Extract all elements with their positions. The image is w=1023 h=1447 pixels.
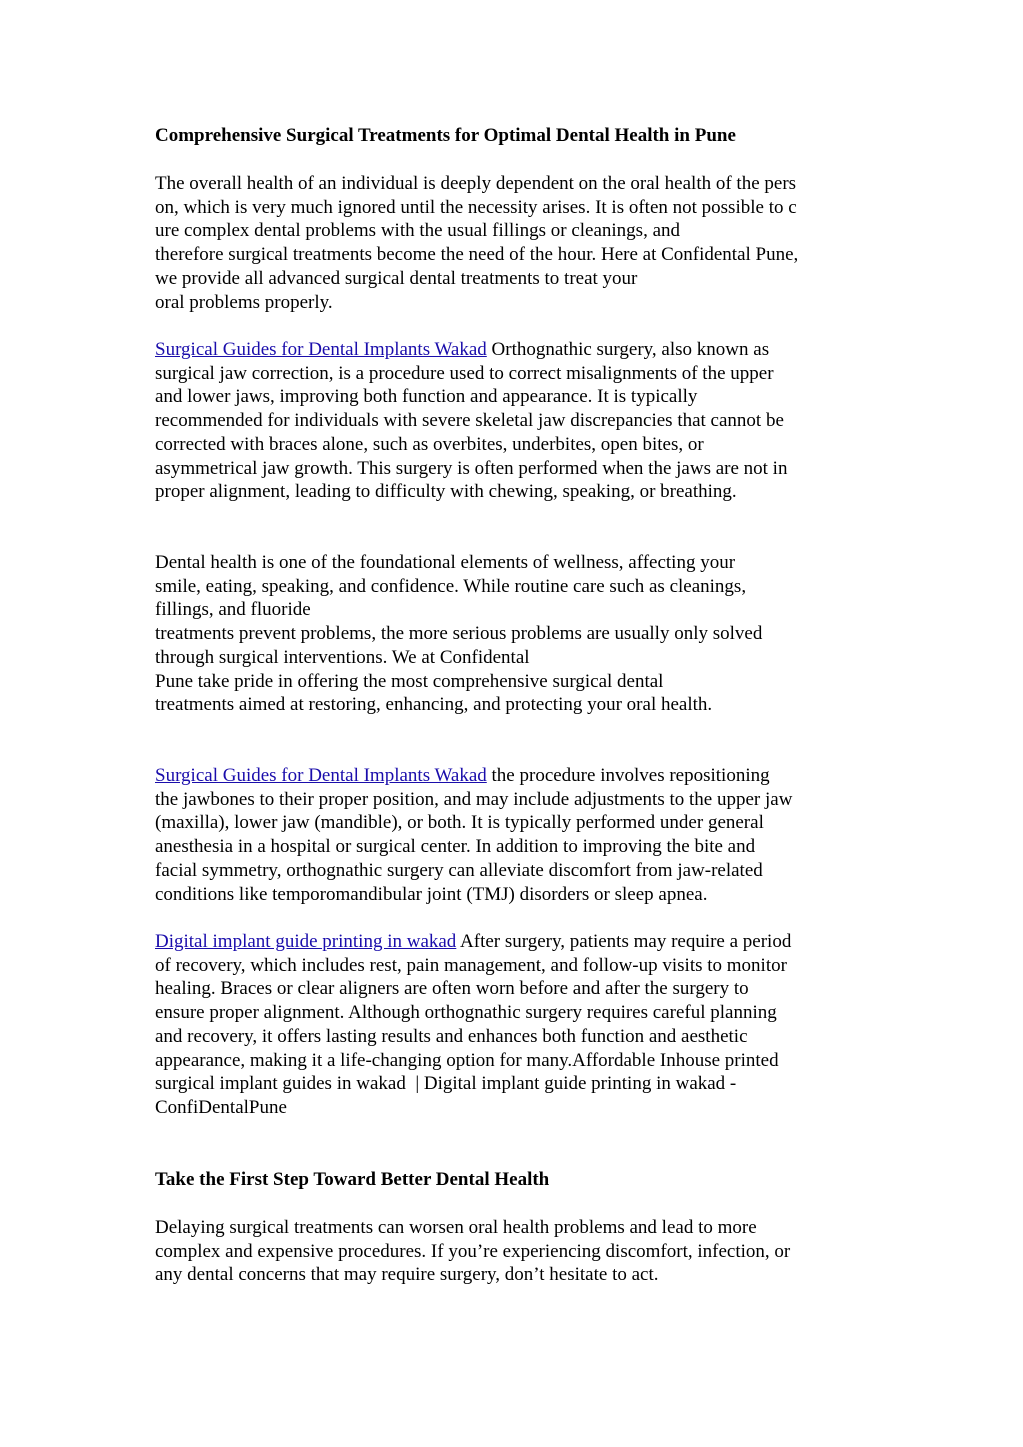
paragraph-line: corrected with braces alone, such as overbites, underbites, open bites, or xyxy=(155,433,704,455)
closing-paragraph xyxy=(155,1216,895,1287)
paragraph-line: Pune take pride in offering the most comprehensive surgical dental xyxy=(155,670,664,692)
paragraph-line: complex and expensive procedures. If you’re experiencing discomfort, infection, or xyxy=(155,1240,791,1262)
orthognathic-paragraph xyxy=(155,338,895,504)
paragraph-line: treatments prevent problems, the more serious problems are usually only solved xyxy=(155,623,763,645)
paragraph-line: asymmetrical jaw growth. This surgery is often performed when the jaws are not in xyxy=(155,457,788,479)
paragraph-line: (maxilla), lower jaw (mandible), or both. It is typically performed under general xyxy=(155,812,764,834)
paragraph-line: ensure proper alignment. Although orthognathic surgery requires careful planning xyxy=(155,1002,777,1024)
paragraph-line: fillings, and fluoride xyxy=(155,599,311,621)
paragraph-line: ure complex dental problems with the usual fillings or cleanings, and xyxy=(155,220,681,242)
paragraph-line: smile, eating, speaking, and confidence. While routine care such as cleanings, xyxy=(155,575,747,597)
paragraph-line: healing. Braces or clear aligners are often worn before and after the surgery to xyxy=(155,978,749,1000)
paragraph-line: therefore surgical treatments become the need of the hour. Here at Confidental Pune, xyxy=(155,244,799,266)
section-heading xyxy=(155,1168,895,1192)
section-heading-text: Take the First Step Toward Better Dental Health xyxy=(155,1169,550,1190)
paragraph-line: The overall health of an individual is deeply dependent on the oral health of the pers xyxy=(155,173,797,194)
surgical-guides-link[interactable]: Surgical Guides for Dental Implants Wakad xyxy=(155,765,487,786)
paragraph-line xyxy=(155,930,895,954)
dental-health-paragraph xyxy=(155,551,895,717)
paragraph-line: appearance, making it a life-changing option for many.Affordable Inhouse printed xyxy=(155,1049,779,1071)
paragraph-line: surgical jaw correction, is a procedure used to correct misalignments of the upper xyxy=(155,362,774,384)
digital-implant-guide-link[interactable]: Digital implant guide printing in wakad xyxy=(155,931,457,952)
paragraph-line: and recovery, it offers lasting results and enhances both function and aesthetic xyxy=(155,1025,748,1047)
paragraph-line xyxy=(155,764,895,788)
paragraph-line: anesthesia in a hospital or surgical center. In addition to improving the bite and xyxy=(155,836,756,858)
page-title xyxy=(155,124,895,148)
paragraph-text: Orthognathic surgery, also known as xyxy=(486,339,770,360)
paragraph-line: surgical implant guides in wakad | Digital implant guide printing in wakad - xyxy=(155,1073,737,1095)
page-title-text: Comprehensive Surgical Treatments for Optimal Dental Health in Pune xyxy=(155,125,736,146)
recovery-paragraph xyxy=(155,930,895,1120)
paragraph-line: conditions like temporomandibular joint (TMJ) disorders or sleep apnea. xyxy=(155,883,708,905)
paragraph-line: ConfiDentalPune xyxy=(155,1096,287,1118)
paragraph-line: recommended for individuals with severe skeletal jaw discrepancies that cannot be xyxy=(155,410,784,432)
paragraph-line: of recovery, which includes rest, pain management, and follow-up visits to monitor xyxy=(155,954,787,976)
intro-paragraph xyxy=(155,172,895,314)
paragraph-text: After surgery, patients may require a period xyxy=(456,931,792,952)
procedure-paragraph xyxy=(155,764,895,906)
paragraph-line: on, which is very much ignored until the necessity arises. It is often not possible to c xyxy=(155,196,797,218)
paragraph-line: and lower jaws, improving both function and appearance. It is typically xyxy=(155,386,698,408)
paragraph-line xyxy=(155,338,895,362)
surgical-guides-link[interactable]: Surgical Guides for Dental Implants Wakad xyxy=(155,339,487,360)
paragraph-text: the procedure involves repositioning xyxy=(486,765,770,786)
paragraph-line: treatments aimed at restoring, enhancing, and protecting your oral health. xyxy=(155,694,713,716)
paragraph-line: Delaying surgical treatments can worsen oral health problems and lead to more xyxy=(155,1217,757,1238)
paragraph-line: through surgical interventions. We at Confidental xyxy=(155,646,530,668)
paragraph-line: proper alignment, leading to difficulty with chewing, speaking, or breathing. xyxy=(155,481,737,503)
paragraph-line: facial symmetry, orthognathic surgery can alleviate discomfort from jaw-related xyxy=(155,859,763,881)
paragraph-line: we provide all advanced surgical dental treatments to treat your xyxy=(155,267,638,289)
paragraph-line: Dental health is one of the foundational elements of wellness, affecting your xyxy=(155,552,736,573)
paragraph-line: oral problems properly. xyxy=(155,291,333,313)
paragraph-line: the jawbones to their proper position, and may include adjustments to the upper jaw xyxy=(155,788,793,810)
paragraph-line: any dental concerns that may require surgery, don’t hesitate to act. xyxy=(155,1264,659,1286)
